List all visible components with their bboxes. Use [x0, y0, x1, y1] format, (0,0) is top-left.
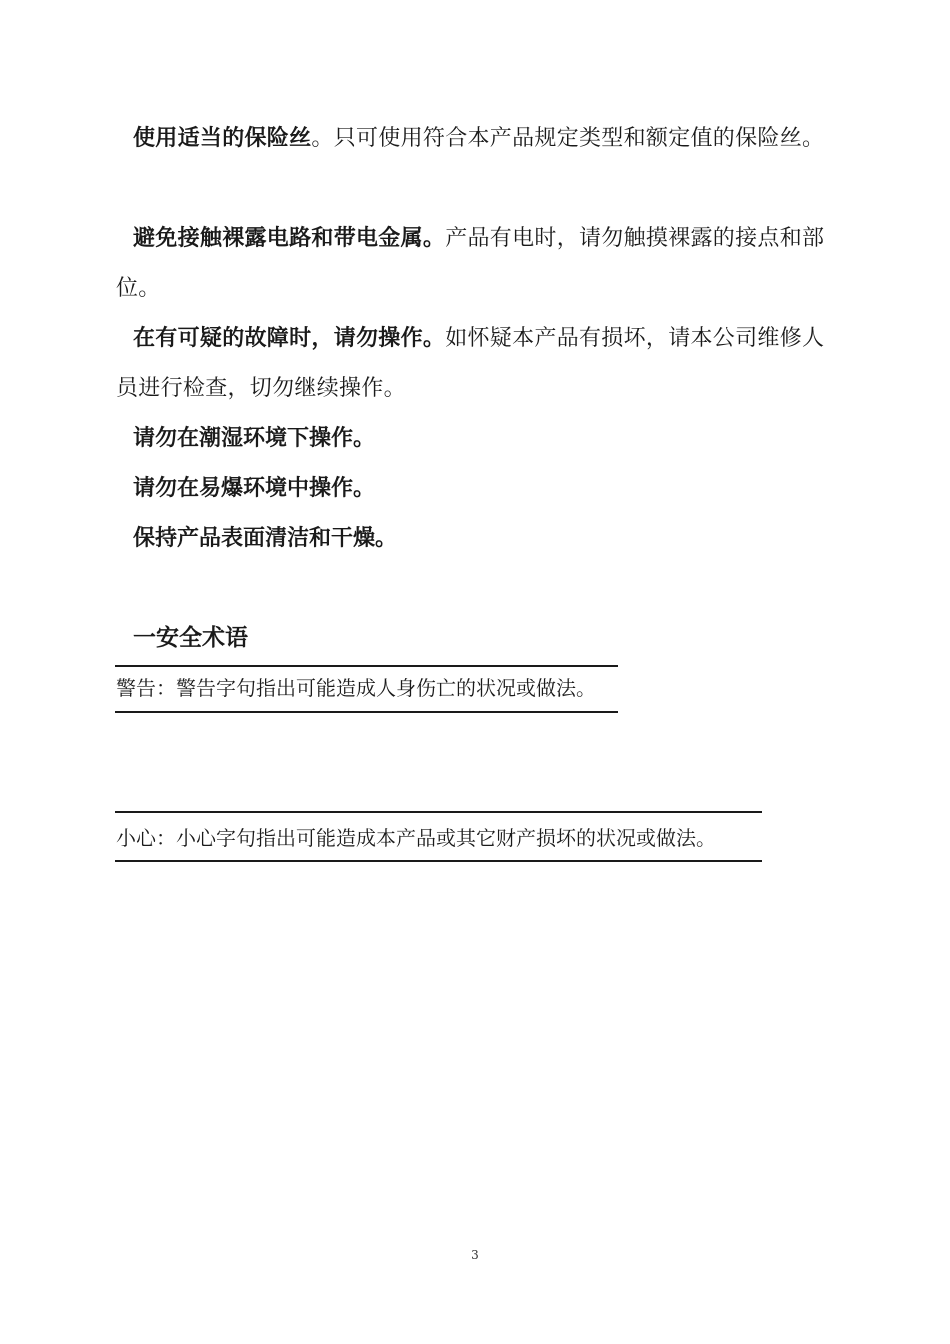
caution-term: 小心：小心字句指出可能造成本产品或其它财产损坏的状况或做法。 — [116, 826, 716, 850]
paragraph-exposed-circuits-body: 产品有电时，请勿触摸裸露的接点和部位。 — [116, 226, 825, 301]
paragraph-fuse-lead: 使用适当的保险丝 — [133, 126, 312, 151]
caution-bottom-rule — [115, 860, 762, 862]
rule-no-explosive: 请勿在易爆环境中操作。 — [133, 476, 376, 501]
rule-no-wet: 请勿在潮湿环境下操作。 — [133, 426, 376, 451]
paragraph-exposed-circuits-lead: 避免接触裸露电路和带电金属。 — [133, 226, 446, 251]
caution-top-rule — [115, 811, 762, 813]
paragraph-fuse-body: 。只可使用符合本产品规定类型和额定值的保险丝。 — [311, 126, 825, 151]
warning-top-rule — [115, 665, 618, 667]
section-title: 一安全术语 — [133, 625, 248, 651]
warning-term: 警告：警告字句指出可能造成人身伤亡的状况或做法。 — [116, 676, 596, 700]
paragraph-suspected-fault-lead: 在有可疑的故障时，请勿操作。 — [133, 326, 446, 351]
paragraph-suspected-fault-body: 如怀疑本产品有损坏，请本公司维修人员进行检查，切勿继续操作。 — [116, 326, 825, 401]
warning-bottom-rule — [115, 711, 618, 713]
paragraph-suspected-fault — [116, 314, 836, 414]
paragraph-fuse — [116, 114, 836, 164]
paragraph-exposed-circuits — [116, 214, 836, 314]
page-number: 3 — [471, 1248, 479, 1262]
rule-keep-clean: 保持产品表面清洁和干燥。 — [133, 526, 398, 551]
